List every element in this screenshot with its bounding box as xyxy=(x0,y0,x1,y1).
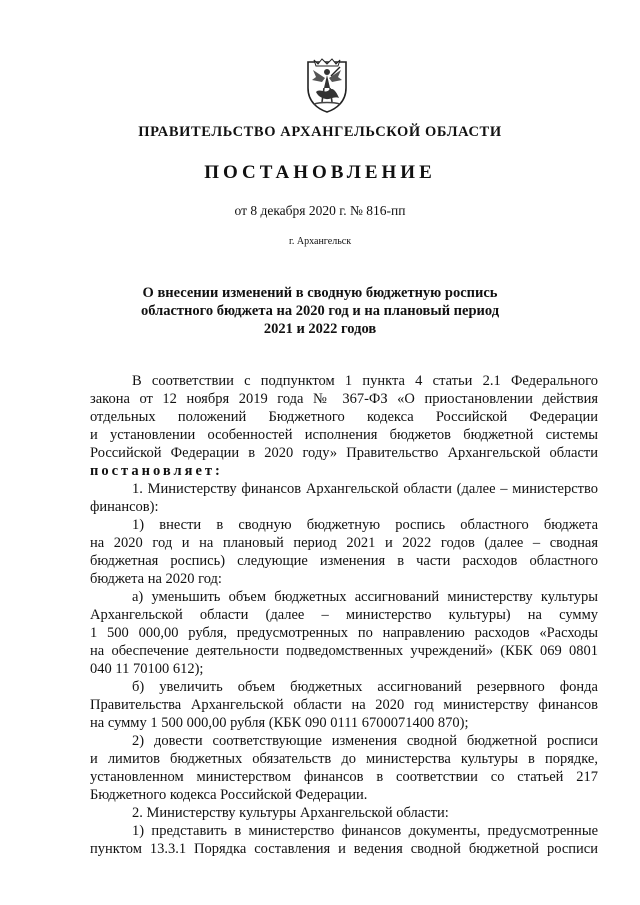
subject-line: 2021 и 2022 годов xyxy=(263,321,377,337)
body-line: на 2020 год и на плановый период 2021 и 2022 годов (далее – сводная xyxy=(90,535,598,551)
subject-line: О внесении изменений в сводную бюджетную роспись xyxy=(142,285,498,301)
body-line: установленном министерством финансов в соответствии со статьей 217 xyxy=(90,769,598,785)
body-line: отдельных положений Бюджетного кодекса Российской Федерации xyxy=(90,409,598,425)
government-title: ПРАВИТЕЛЬСТВО АРХАНГЕЛЬСКОЙ ОБЛАСТИ xyxy=(138,124,502,140)
subject-line: областного бюджета на 2020 год и на плановый период xyxy=(140,303,500,319)
body-line: 1 500 000,00 рубля, предусмотренных по направлению расходов «Расходы xyxy=(90,625,598,641)
body-line: закона от 12 ноября 2019 года № 367-ФЗ «О приостановлении действия xyxy=(90,391,598,407)
body-line: В соответствии с подпунктом 1 пункта 4 статьи 2.1 Федерального xyxy=(132,373,598,389)
body-line: б) увеличить объем бюджетных ассигнований резервного фонда xyxy=(132,679,598,695)
document-type-title: ПОСТАНОВЛЕНИЕ xyxy=(204,162,436,183)
body-line: и лимитов бюджетных обязательств до министерства культуры в порядке, xyxy=(90,751,598,767)
body-line: 2. Министерству культуры Архангельской области: xyxy=(132,805,449,821)
body-line: 1) представить в министерство финансов документы, предусмотренные xyxy=(132,823,598,839)
coat-of-arms-emblem xyxy=(304,58,350,114)
body-line: 1) внести в сводную бюджетную роспись областного бюджета xyxy=(132,517,598,533)
decree-date-number: от 8 декабря 2020 г. № 816-пп xyxy=(234,203,406,218)
body-line: Российской Федерации в 2020 году» Правительство Архангельской области xyxy=(90,445,598,461)
city-name: г. Архангельск xyxy=(288,236,352,247)
decree-subject xyxy=(0,284,640,338)
body-line: финансов): xyxy=(90,499,159,515)
body-line: Бюджетного кодекса Российской Федерации. xyxy=(90,787,368,803)
resolves-keyword: постановляет: xyxy=(90,463,223,479)
body-line: Правительства Архангельской области на 2020 год министерству финансов xyxy=(90,697,598,713)
body-line: бюджета на 2020 год: xyxy=(90,571,222,587)
body-line: и установлении особенностей исполнения бюджетов бюджетной системы xyxy=(90,427,598,443)
body-line: 1. Министерству финансов Архангельской области (далее – министерство xyxy=(132,481,598,497)
decree-body xyxy=(90,372,598,858)
body-line: бюджетная роспись) следующие изменения в части расходов областного xyxy=(90,553,598,569)
body-line: Архангельской области (далее – министерство культуры) на сумму xyxy=(90,607,598,623)
body-line: а) уменьшить объем бюджетных ассигнований министерству культуры xyxy=(132,589,598,605)
body-line: на сумму 1 500 000,00 рубля (КБК 090 0111 6700071400 870); xyxy=(90,715,469,731)
body-line: пунктом 13.3.1 Порядка составления и ведения сводной бюджетной росписи xyxy=(90,841,598,857)
body-line: 040 11 70100 612); xyxy=(90,661,204,677)
body-line: 2) довести соответствующие изменения сводной бюджетной росписи xyxy=(132,733,598,749)
body-line: на обеспечение деятельности подведомственных учреждений» (КБК 069 0801 xyxy=(90,643,598,659)
